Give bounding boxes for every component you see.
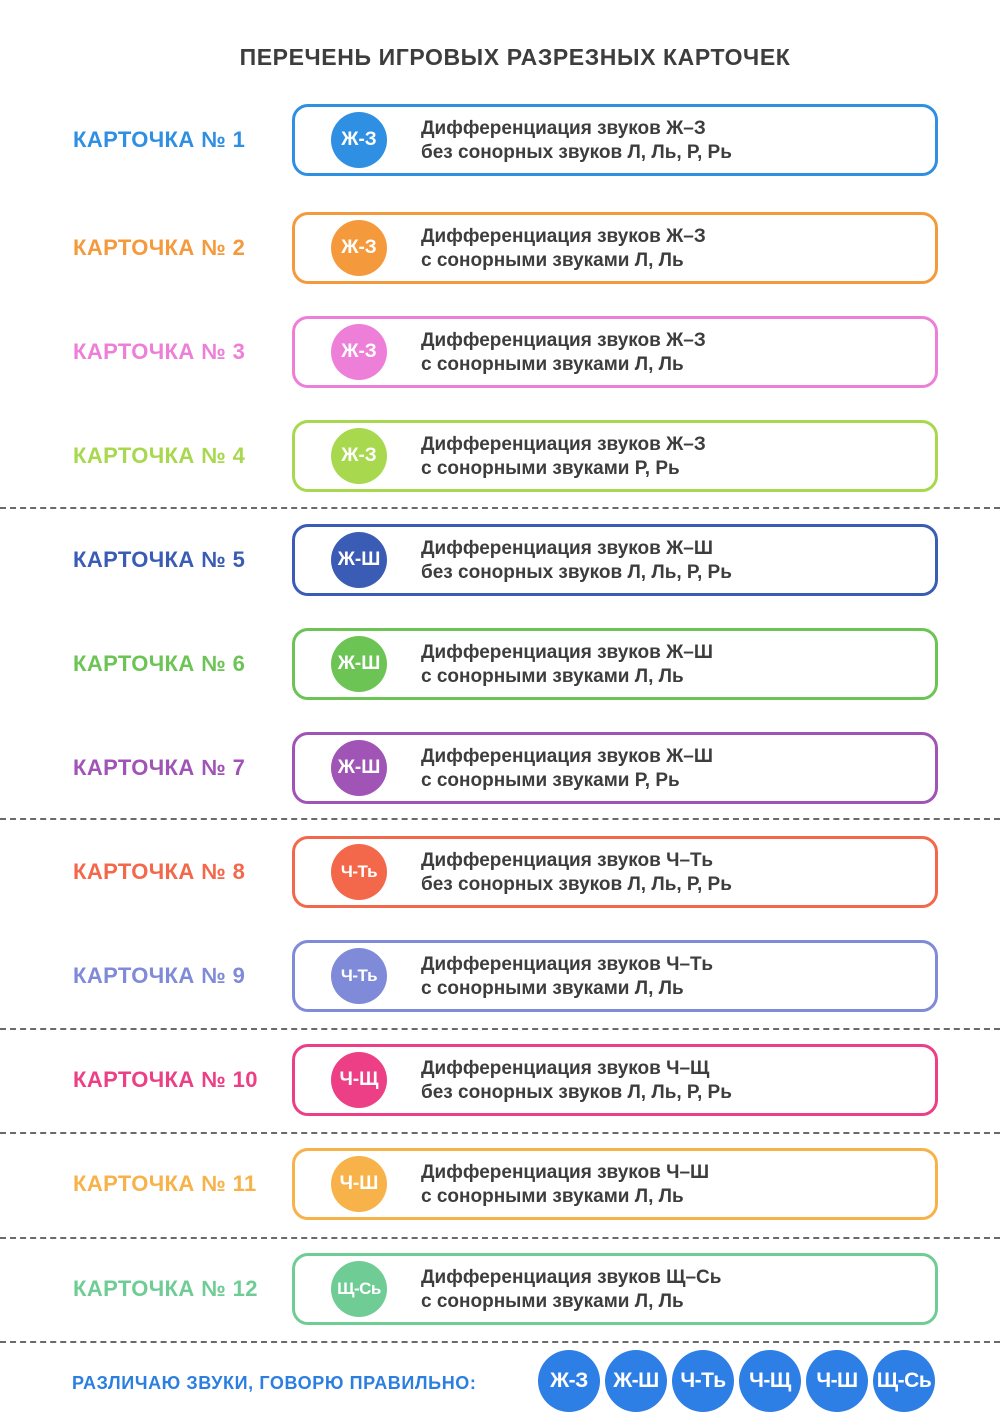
cut-line	[0, 507, 1000, 509]
card-description-line1: Дифференциация звуков Ч–Ть	[421, 954, 714, 975]
card-row	[0, 1253, 1000, 1325]
sound-pair-badge: Ж-Ш	[331, 532, 387, 588]
cut-line	[0, 1237, 1000, 1239]
sound-pair-badge: Ч-Ш	[331, 1156, 387, 1212]
sound-pair-badge: Ж-З	[331, 428, 387, 484]
sound-pair-badge: Ж-З	[331, 112, 387, 168]
card-row	[0, 316, 1000, 388]
sound-pair-badge: Ч-Щ	[331, 1052, 387, 1108]
card-row	[0, 1044, 1000, 1116]
card-row	[0, 732, 1000, 804]
card-description	[421, 849, 732, 897]
cut-line	[0, 1341, 1000, 1343]
card-label: КАРТОЧКА № 7	[73, 755, 246, 780]
card-label: КАРТОЧКА № 3	[73, 339, 246, 364]
card-description	[421, 225, 706, 273]
card-description-line1: Дифференциация звуков Ч–Щ	[421, 1058, 710, 1079]
card-description	[421, 745, 713, 793]
card-description-line2: с сонорными звуками Л, Ль	[421, 1186, 684, 1207]
card-label: КАРТОЧКА № 2	[73, 235, 246, 260]
card-row	[0, 940, 1000, 1012]
card-label: КАРТОЧКА № 11	[73, 1171, 257, 1196]
footer-sound-badge: Щ-Сь	[873, 1350, 935, 1412]
card-description-line1: Дифференциация звуков Ч–Ш	[421, 1162, 710, 1183]
card-label: КАРТОЧКА № 12	[73, 1276, 258, 1301]
footer-sound-badge: Ч-Ш	[806, 1350, 868, 1412]
card-row	[0, 420, 1000, 492]
sound-pair-badge: Щ-Сь	[331, 1261, 387, 1317]
card-description-line1: Дифференциация звуков Щ–Сь	[421, 1267, 722, 1288]
card-description-line1: Дифференциация звуков Ж–З	[421, 330, 706, 351]
card-description	[421, 641, 713, 689]
card-description	[421, 117, 732, 165]
card-description-line1: Дифференциация звуков Ж–З	[421, 226, 706, 247]
card-box	[292, 628, 938, 700]
card-label: КАРТОЧКА № 1	[73, 127, 246, 152]
footer-sound-badge: Ж-З	[538, 1350, 600, 1412]
card-description-line1: Дифференциация звуков Ж–З	[421, 118, 706, 139]
card-description-line2: с сонорными звуками Р, Рь	[421, 458, 680, 479]
card-description	[421, 433, 706, 481]
card-row	[0, 1148, 1000, 1220]
cut-line	[0, 1132, 1000, 1134]
sound-pair-badge: Ч-Ть	[331, 948, 387, 1004]
cut-line	[0, 818, 1000, 820]
card-box	[292, 104, 938, 176]
card-label: КАРТОЧКА № 9	[73, 963, 246, 988]
card-description	[421, 1161, 709, 1209]
card-description-line1: Дифференциация звуков Ж–Ш	[421, 746, 713, 767]
page-title: ПЕРЕЧЕНЬ ИГРОВЫХ РАЗРЕЗНЫХ КАРТОЧЕК	[239, 44, 791, 70]
card-description-line2: с сонорными звуками Л, Ль	[421, 978, 684, 999]
card-description-line2: с сонорными звуками Л, Ль	[421, 666, 684, 687]
card-description	[421, 1057, 732, 1105]
card-label: КАРТОЧКА № 10	[73, 1067, 258, 1092]
card-description-line1: Дифференциация звуков Ж–Ш	[421, 642, 713, 663]
card-row	[0, 628, 1000, 700]
card-description	[421, 953, 713, 1001]
card-description-line2: без сонорных звуков Л, Ль, Р, Рь	[421, 874, 732, 895]
sound-pair-badge: Ж-З	[331, 220, 387, 276]
card-description-line2: с сонорными звуками Р, Рь	[421, 770, 680, 791]
card-description-line2: с сонорными звуками Л, Ль	[421, 1291, 684, 1312]
card-description-line2: с сонорными звуками Л, Ль	[421, 354, 684, 375]
card-row	[0, 836, 1000, 908]
card-box	[292, 316, 938, 388]
card-box	[292, 940, 938, 1012]
card-box	[292, 420, 938, 492]
sound-pair-badge: Ж-Ш	[331, 636, 387, 692]
card-description	[421, 537, 732, 585]
card-label: КАРТОЧКА № 8	[73, 859, 246, 884]
card-row	[0, 104, 1000, 176]
sound-pair-badge: Ж-З	[331, 324, 387, 380]
card-row	[0, 524, 1000, 596]
card-description-line2: без сонорных звуков Л, Ль, Р, Рь	[421, 562, 732, 583]
card-description-line1: Дифференциация звуков Ж–Ш	[421, 538, 713, 559]
card-box	[292, 1148, 938, 1220]
footer-sound-badge: Ч-Щ	[739, 1350, 801, 1412]
card-description-line2: с сонорными звуками Л, Ль	[421, 250, 684, 271]
card-description-line2: без сонорных звуков Л, Ль, Р, Рь	[421, 142, 732, 163]
footer-sound-badge: Ч-Ть	[672, 1350, 734, 1412]
card-description-line1: Дифференциация звуков Ч–Ть	[421, 850, 714, 871]
card-description	[421, 1266, 721, 1314]
card-box	[292, 212, 938, 284]
footer-sound-badge: Ж-Ш	[605, 1350, 667, 1412]
card-description-line2: без сонорных звуков Л, Ль, Р, Рь	[421, 1082, 732, 1103]
sound-pair-badge: Ж-Ш	[331, 740, 387, 796]
cut-line	[0, 1028, 1000, 1030]
card-label: КАРТОЧКА № 4	[73, 443, 246, 468]
card-box	[292, 836, 938, 908]
card-box	[292, 1044, 938, 1116]
card-box	[292, 732, 938, 804]
card-label: КАРТОЧКА № 6	[73, 651, 246, 676]
footer-label: РАЗЛИЧАЮ ЗВУКИ, ГОВОРЮ ПРАВИЛЬНО:	[72, 1373, 477, 1393]
card-label: КАРТОЧКА № 5	[73, 547, 246, 572]
card-description-line1: Дифференциация звуков Ж–З	[421, 434, 706, 455]
sound-pair-badge: Ч-Ть	[331, 844, 387, 900]
card-row	[0, 212, 1000, 284]
card-box	[292, 524, 938, 596]
card-description	[421, 329, 706, 377]
card-box	[292, 1253, 938, 1325]
